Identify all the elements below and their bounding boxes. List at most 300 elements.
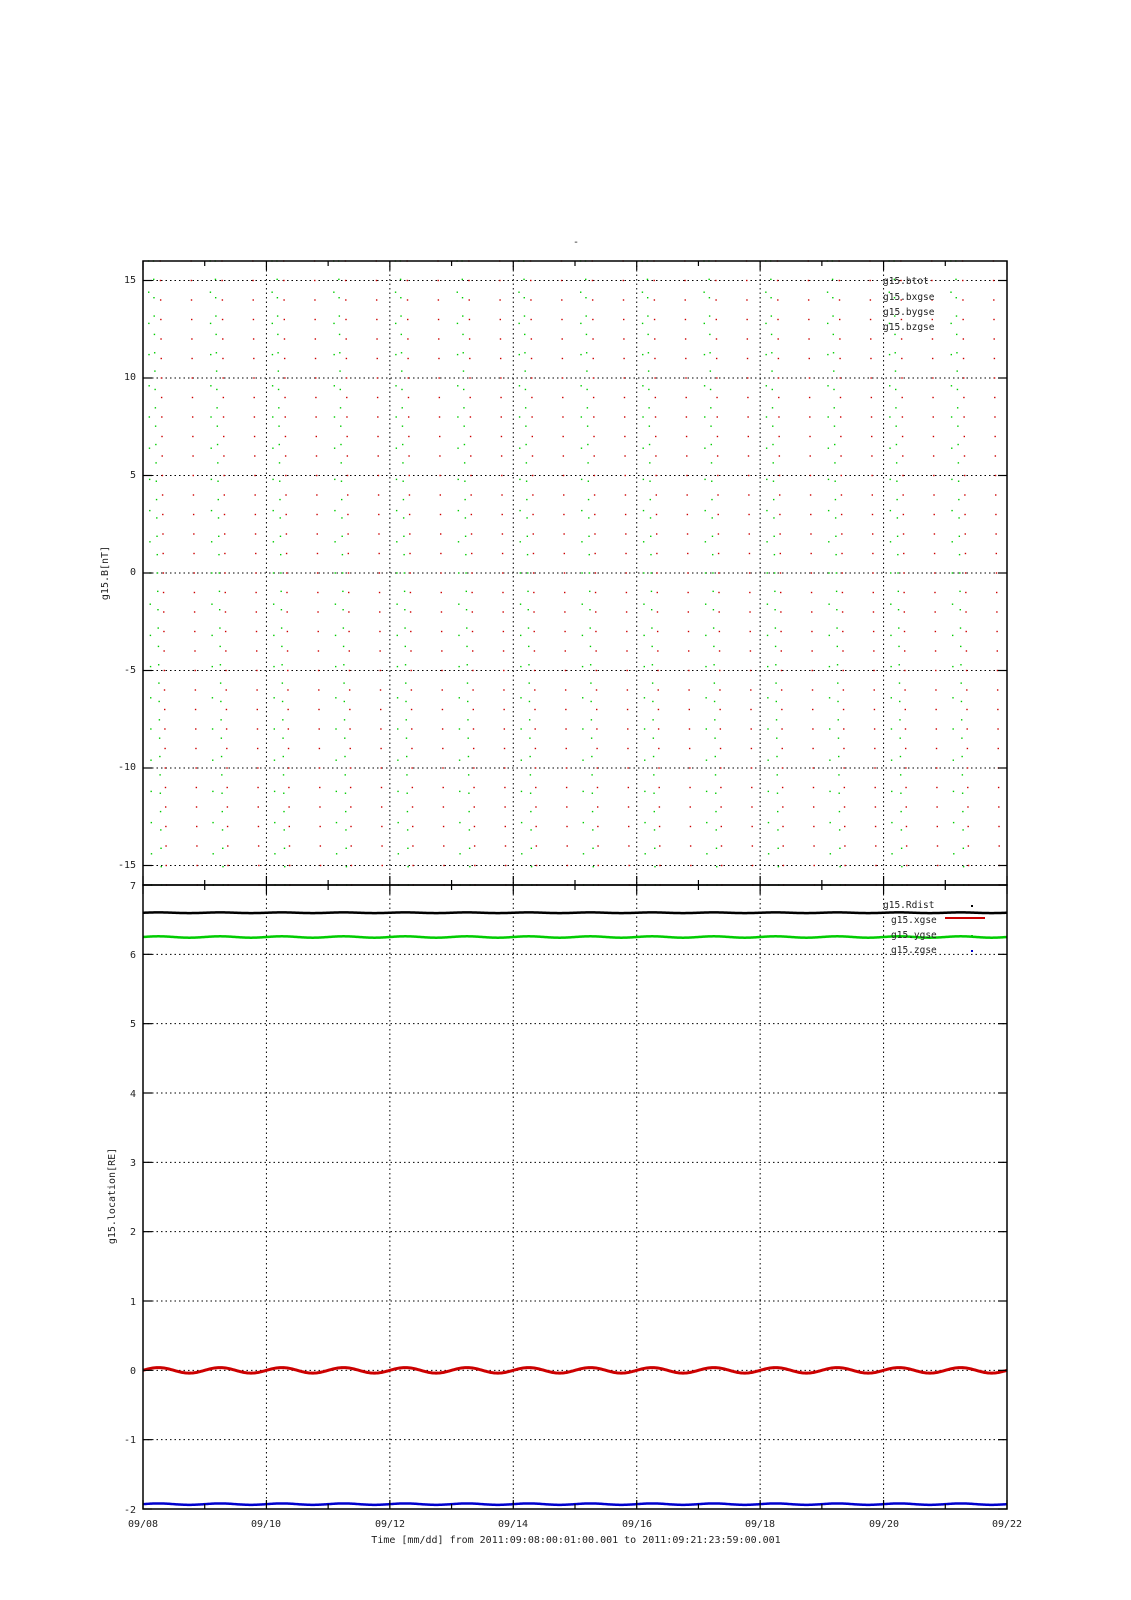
data-point bbox=[223, 455, 224, 456]
data-point bbox=[218, 536, 219, 537]
data-point bbox=[272, 354, 273, 355]
data-point bbox=[521, 760, 522, 761]
data-point bbox=[933, 436, 934, 437]
data-point bbox=[162, 553, 163, 554]
data-point bbox=[469, 338, 470, 339]
data-point bbox=[873, 611, 874, 612]
data-point bbox=[519, 354, 520, 355]
data-point bbox=[272, 448, 273, 449]
data-point bbox=[904, 611, 905, 612]
data-point bbox=[526, 499, 527, 500]
data-point bbox=[288, 806, 289, 807]
data-point bbox=[349, 670, 350, 671]
data-point bbox=[747, 358, 748, 359]
data-point bbox=[827, 354, 828, 355]
data-point bbox=[466, 627, 467, 628]
data-point bbox=[402, 481, 403, 482]
data-point bbox=[470, 436, 471, 437]
data-point bbox=[586, 370, 587, 371]
data-point bbox=[968, 845, 969, 846]
data-point bbox=[658, 728, 659, 729]
data-point bbox=[406, 774, 407, 775]
data-point bbox=[895, 425, 896, 426]
data-point bbox=[210, 292, 211, 293]
data-point bbox=[281, 664, 282, 665]
data-point bbox=[395, 354, 396, 355]
data-point bbox=[994, 436, 995, 437]
data-point bbox=[780, 553, 781, 554]
data-point bbox=[345, 338, 346, 339]
data-point bbox=[467, 682, 468, 683]
data-point bbox=[195, 767, 196, 768]
data-point bbox=[379, 572, 380, 573]
data-point bbox=[532, 475, 533, 476]
data-point bbox=[194, 592, 195, 593]
data-point bbox=[775, 682, 776, 683]
data-point bbox=[899, 719, 900, 720]
data-point bbox=[159, 737, 160, 738]
data-point bbox=[525, 389, 526, 390]
data-point bbox=[870, 338, 871, 339]
data-point bbox=[164, 670, 165, 671]
data-point bbox=[838, 793, 839, 794]
data-point bbox=[468, 756, 469, 757]
data-point bbox=[813, 826, 814, 827]
data-point bbox=[767, 635, 768, 636]
data-point bbox=[580, 292, 581, 293]
data-point bbox=[687, 514, 688, 515]
data-point bbox=[194, 611, 195, 612]
data-point bbox=[627, 689, 628, 690]
data-point bbox=[192, 436, 193, 437]
data-point bbox=[626, 631, 627, 632]
data-point bbox=[400, 279, 401, 280]
data-point bbox=[597, 787, 598, 788]
data-point bbox=[225, 631, 226, 632]
data-point bbox=[686, 416, 687, 417]
data-point bbox=[528, 664, 529, 665]
data-point bbox=[581, 510, 582, 511]
data-point bbox=[587, 462, 588, 463]
data-point bbox=[334, 448, 335, 449]
data-point bbox=[226, 709, 227, 710]
data-point bbox=[225, 611, 226, 612]
data-point bbox=[627, 748, 628, 749]
data-point bbox=[933, 416, 934, 417]
data-point bbox=[561, 319, 562, 320]
data-point bbox=[157, 572, 158, 573]
data-point bbox=[287, 709, 288, 710]
data-point bbox=[828, 572, 829, 573]
data-point bbox=[775, 664, 776, 665]
data-point bbox=[776, 737, 777, 738]
data-point bbox=[952, 697, 953, 698]
data-point bbox=[457, 385, 458, 386]
data-point bbox=[278, 425, 279, 426]
data-point bbox=[339, 352, 340, 353]
data-point bbox=[533, 611, 534, 612]
data-point bbox=[407, 866, 408, 867]
data-point bbox=[749, 592, 750, 593]
data-point bbox=[652, 682, 653, 683]
data-point bbox=[284, 377, 285, 378]
data-point bbox=[227, 787, 228, 788]
data-point bbox=[746, 319, 747, 320]
data-point bbox=[716, 866, 717, 867]
data-point bbox=[409, 514, 410, 515]
data-point bbox=[532, 494, 533, 495]
data-point bbox=[952, 572, 953, 573]
data-point bbox=[459, 728, 460, 729]
data-point bbox=[286, 572, 287, 573]
data-point bbox=[835, 536, 836, 537]
data-point bbox=[891, 791, 892, 792]
data-point bbox=[530, 793, 531, 794]
data-point bbox=[581, 416, 582, 417]
data-point bbox=[407, 358, 408, 359]
data-point bbox=[404, 572, 405, 573]
data-point bbox=[843, 748, 844, 749]
data-point bbox=[889, 448, 890, 449]
data-point bbox=[838, 737, 839, 738]
data-point bbox=[966, 631, 967, 632]
data-point bbox=[642, 354, 643, 355]
data-point bbox=[473, 728, 474, 729]
data-point bbox=[773, 517, 774, 518]
data-point bbox=[502, 553, 503, 554]
data-point bbox=[534, 670, 535, 671]
data-point bbox=[704, 416, 705, 417]
data-point bbox=[812, 728, 813, 729]
y-tick-label: 5 bbox=[129, 1019, 136, 1030]
data-point bbox=[227, 865, 228, 866]
data-point bbox=[219, 609, 220, 610]
data-point bbox=[958, 499, 959, 500]
data-point bbox=[710, 389, 711, 390]
data-point bbox=[379, 650, 380, 651]
data-point bbox=[874, 748, 875, 749]
data-point bbox=[715, 774, 716, 775]
data-point bbox=[504, 748, 505, 749]
data-point bbox=[998, 787, 999, 788]
data-point bbox=[875, 865, 876, 866]
data-point bbox=[562, 377, 563, 378]
data-point bbox=[410, 631, 411, 632]
data-point bbox=[283, 774, 284, 775]
data-point bbox=[897, 517, 898, 518]
data-point bbox=[588, 499, 589, 500]
data-point bbox=[653, 280, 654, 281]
data-point bbox=[504, 806, 505, 807]
data-point bbox=[900, 774, 901, 775]
data-point bbox=[780, 592, 781, 593]
data-point bbox=[839, 280, 840, 281]
data-point bbox=[689, 709, 690, 710]
data-point bbox=[781, 728, 782, 729]
data-point bbox=[533, 533, 534, 534]
data-point bbox=[318, 728, 319, 729]
data-point bbox=[596, 728, 597, 729]
data-point bbox=[350, 748, 351, 749]
data-point bbox=[459, 822, 460, 823]
data-point bbox=[378, 553, 379, 554]
data-point bbox=[162, 455, 163, 456]
data-point bbox=[596, 748, 597, 749]
data-point bbox=[468, 793, 469, 794]
data-point bbox=[771, 334, 772, 335]
data-point bbox=[952, 604, 953, 605]
data-point bbox=[212, 728, 213, 729]
data-point bbox=[401, 352, 402, 353]
data-point bbox=[592, 811, 593, 812]
data-point bbox=[623, 299, 624, 300]
data-point bbox=[531, 338, 532, 339]
data-point bbox=[215, 334, 216, 335]
data-point bbox=[891, 853, 892, 854]
data-point bbox=[748, 494, 749, 495]
data-point bbox=[963, 377, 964, 378]
data-point bbox=[771, 370, 772, 371]
data-point bbox=[780, 611, 781, 612]
data-point bbox=[160, 848, 161, 849]
data-point bbox=[195, 709, 196, 710]
data-point bbox=[811, 631, 812, 632]
data-point bbox=[562, 436, 563, 437]
data-point bbox=[458, 541, 459, 542]
data-point bbox=[222, 299, 223, 300]
data-point bbox=[900, 793, 901, 794]
data-point bbox=[782, 787, 783, 788]
data-point bbox=[711, 444, 712, 445]
data-point bbox=[283, 811, 284, 812]
data-point bbox=[469, 848, 470, 849]
data-point bbox=[411, 709, 412, 710]
data-point bbox=[286, 514, 287, 515]
data-point bbox=[277, 334, 278, 335]
data-point bbox=[687, 533, 688, 534]
data-point bbox=[318, 709, 319, 710]
data-point bbox=[377, 358, 378, 359]
data-point bbox=[838, 719, 839, 720]
data-point bbox=[717, 455, 718, 456]
data-point bbox=[897, 536, 898, 537]
data-point bbox=[533, 553, 534, 554]
data-point bbox=[960, 627, 961, 628]
data-point bbox=[281, 646, 282, 647]
data-point bbox=[900, 811, 901, 812]
data-point bbox=[811, 650, 812, 651]
data-point bbox=[810, 533, 811, 534]
data-point bbox=[317, 592, 318, 593]
data-point bbox=[626, 592, 627, 593]
data-point bbox=[196, 826, 197, 827]
data-point bbox=[894, 334, 895, 335]
data-point bbox=[158, 701, 159, 702]
data-point bbox=[284, 319, 285, 320]
data-point bbox=[906, 865, 907, 866]
data-point bbox=[690, 865, 691, 866]
data-point bbox=[212, 822, 213, 823]
data-point bbox=[715, 299, 716, 300]
data-point bbox=[706, 760, 707, 761]
data-point bbox=[581, 479, 582, 480]
data-point bbox=[705, 572, 706, 573]
data-point bbox=[966, 709, 967, 710]
legend-marker bbox=[971, 905, 973, 907]
data-point bbox=[226, 689, 227, 690]
data-point bbox=[996, 572, 997, 573]
data-point bbox=[380, 728, 381, 729]
data-point bbox=[464, 462, 465, 463]
data-point bbox=[520, 604, 521, 605]
data-point bbox=[649, 481, 650, 482]
data-point bbox=[994, 397, 995, 398]
data-point bbox=[319, 767, 320, 768]
data-point bbox=[532, 455, 533, 456]
data-point bbox=[395, 416, 396, 417]
data-point bbox=[157, 554, 158, 555]
data-point bbox=[219, 646, 220, 647]
data-point bbox=[470, 494, 471, 495]
data-point bbox=[474, 845, 475, 846]
data-point bbox=[467, 701, 468, 702]
data-point bbox=[720, 806, 721, 807]
data-point bbox=[963, 358, 964, 359]
data-point bbox=[285, 494, 286, 495]
data-point bbox=[588, 481, 589, 482]
data-point bbox=[647, 334, 648, 335]
data-point bbox=[218, 499, 219, 500]
data-point bbox=[531, 377, 532, 378]
data-point bbox=[256, 689, 257, 690]
data-point bbox=[869, 280, 870, 281]
data-point bbox=[899, 682, 900, 683]
data-point bbox=[191, 319, 192, 320]
data-point bbox=[504, 728, 505, 729]
data-point bbox=[283, 299, 284, 300]
data-point bbox=[651, 646, 652, 647]
data-point bbox=[890, 510, 891, 511]
data-point bbox=[505, 826, 506, 827]
data-point bbox=[628, 806, 629, 807]
data-point bbox=[688, 650, 689, 651]
data-point bbox=[564, 572, 565, 573]
data-point bbox=[519, 385, 520, 386]
data-point bbox=[811, 611, 812, 612]
data-point bbox=[952, 666, 953, 667]
data-point bbox=[438, 377, 439, 378]
data-point bbox=[221, 793, 222, 794]
data-point bbox=[501, 475, 502, 476]
data-point bbox=[872, 533, 873, 534]
location-panel bbox=[107, 881, 1007, 1516]
data-point bbox=[278, 407, 279, 408]
data-point bbox=[704, 448, 705, 449]
data-point bbox=[995, 494, 996, 495]
data-point bbox=[379, 592, 380, 593]
data-point bbox=[527, 572, 528, 573]
data-point bbox=[317, 572, 318, 573]
data-point bbox=[708, 279, 709, 280]
data-point bbox=[902, 455, 903, 456]
data-point bbox=[162, 475, 163, 476]
legend-entry-label: g15.ygse bbox=[891, 930, 937, 941]
data-point bbox=[718, 611, 719, 612]
data-point bbox=[565, 650, 566, 651]
data-point bbox=[901, 358, 902, 359]
data-point bbox=[644, 760, 645, 761]
data-point bbox=[747, 416, 748, 417]
data-point bbox=[283, 280, 284, 281]
data-point bbox=[956, 370, 957, 371]
data-point bbox=[711, 499, 712, 500]
data-point bbox=[530, 319, 531, 320]
data-point bbox=[774, 591, 775, 592]
data-point bbox=[564, 553, 565, 554]
data-point bbox=[960, 646, 961, 647]
data-point bbox=[998, 748, 999, 749]
data-point bbox=[658, 767, 659, 768]
data-point bbox=[255, 514, 256, 515]
data-point bbox=[773, 481, 774, 482]
data-point bbox=[626, 611, 627, 612]
data-point bbox=[217, 481, 218, 482]
data-point bbox=[959, 536, 960, 537]
data-point bbox=[192, 397, 193, 398]
data-point bbox=[995, 514, 996, 515]
data-point bbox=[902, 416, 903, 417]
data-point bbox=[282, 682, 283, 683]
data-point bbox=[210, 448, 211, 449]
data-point bbox=[219, 627, 220, 628]
data-point bbox=[505, 865, 506, 866]
legend-entry-label: g15.bxgse bbox=[883, 292, 935, 303]
data-point bbox=[686, 455, 687, 456]
data-point bbox=[587, 407, 588, 408]
data-point bbox=[534, 631, 535, 632]
data-point bbox=[472, 689, 473, 690]
data-point bbox=[351, 865, 352, 866]
data-point bbox=[563, 494, 564, 495]
data-point bbox=[342, 591, 343, 592]
data-point bbox=[703, 292, 704, 293]
data-point bbox=[348, 631, 349, 632]
data-point bbox=[196, 787, 197, 788]
data-point bbox=[463, 370, 464, 371]
data-point bbox=[716, 377, 717, 378]
data-point bbox=[870, 299, 871, 300]
data-point bbox=[341, 481, 342, 482]
data-point bbox=[285, 475, 286, 476]
data-point bbox=[470, 397, 471, 398]
data-point bbox=[345, 319, 346, 320]
data-point bbox=[341, 536, 342, 537]
data-point bbox=[644, 666, 645, 667]
data-point bbox=[412, 845, 413, 846]
data-point bbox=[642, 323, 643, 324]
data-point bbox=[963, 416, 964, 417]
data-point bbox=[379, 611, 380, 612]
data-point bbox=[211, 572, 212, 573]
data-point bbox=[439, 436, 440, 437]
data-point bbox=[524, 370, 525, 371]
data-point bbox=[156, 481, 157, 482]
data-point bbox=[644, 728, 645, 729]
data-point bbox=[903, 533, 904, 534]
data-point bbox=[829, 791, 830, 792]
data-point bbox=[529, 701, 530, 702]
data-point bbox=[277, 315, 278, 316]
